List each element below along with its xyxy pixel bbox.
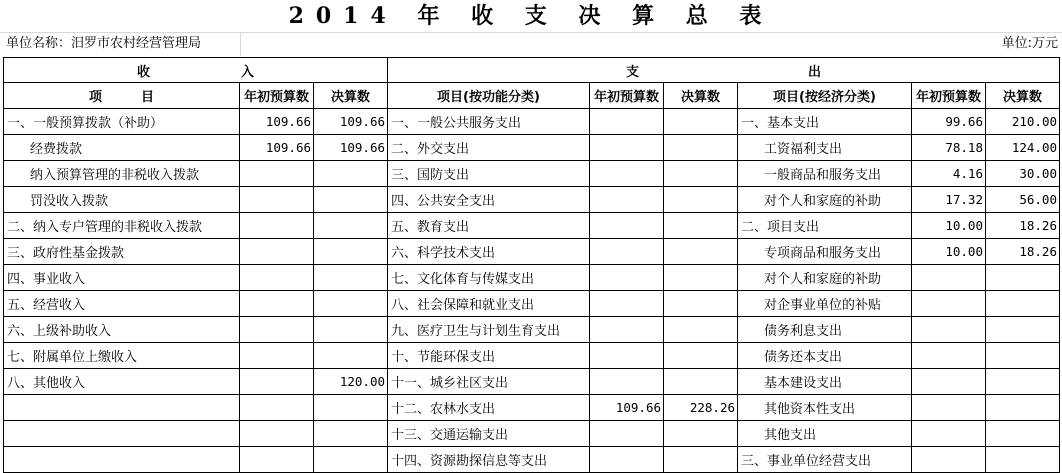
section-row	[4, 58, 1060, 83]
econ-final-cell	[986, 265, 1060, 291]
func-budget-cell	[590, 291, 664, 317]
econ-budget-cell: 17.32	[912, 187, 986, 213]
econ-final-cell	[986, 395, 1060, 421]
func-item-cell: 五、教育支出	[388, 213, 590, 239]
econ-item-cell: 对个人和家庭的补助	[738, 187, 912, 213]
econ-final-cell: 18.26	[986, 213, 1060, 239]
income-item-cell	[4, 421, 240, 447]
col-header-final: 决算数	[314, 83, 388, 109]
table-row	[4, 291, 1060, 317]
income-item-cell: 四、事业收入	[4, 265, 240, 291]
income-budget-cell	[240, 343, 314, 369]
table-row	[4, 395, 1060, 421]
table-row	[4, 239, 1060, 265]
func-budget-cell	[590, 213, 664, 239]
econ-final-cell	[986, 343, 1060, 369]
table-row	[4, 343, 1060, 369]
func-item-cell: 一、一般公共服务支出	[388, 109, 590, 135]
table-row	[4, 317, 1060, 343]
income-budget-cell: 109.66	[240, 109, 314, 135]
income-final-cell: 109.66	[314, 135, 388, 161]
col-header-item: 项 目	[4, 83, 240, 109]
income-item-cell: 二、纳入专户管理的非税收入拨款	[4, 213, 240, 239]
income-final-cell: 120.00	[314, 369, 388, 395]
income-final-cell	[314, 421, 388, 447]
econ-final-cell: 56.00	[986, 187, 1060, 213]
table-row	[4, 421, 1060, 447]
func-item-cell: 十、节能环保支出	[388, 343, 590, 369]
income-budget-cell	[240, 317, 314, 343]
unit-name-label: 单位名称：汨罗市农村经营管理局	[6, 36, 202, 51]
income-final-cell	[314, 395, 388, 421]
econ-item-cell: 一、基本支出	[738, 109, 912, 135]
unit-label: 单位:万元	[1001, 36, 1058, 51]
func-final-cell	[664, 317, 738, 343]
econ-budget-cell	[912, 343, 986, 369]
econ-budget-cell: 4.16	[912, 161, 986, 187]
income-item-cell: 八、其他收入	[4, 369, 240, 395]
col-header-func-item: 项目(按功能分类)	[388, 83, 590, 109]
table-row	[4, 265, 1060, 291]
econ-item-cell: 其他资本性支出	[738, 395, 912, 421]
econ-item-cell: 对企事业单位的补贴	[738, 291, 912, 317]
econ-item-cell: 工资福利支出	[738, 135, 912, 161]
econ-final-cell: 30.00	[986, 161, 1060, 187]
income-final-cell	[314, 213, 388, 239]
econ-final-cell	[986, 421, 1060, 447]
income-item-cell: 罚没收入拨款	[4, 187, 240, 213]
gridline	[240, 32, 241, 56]
income-final-cell	[314, 317, 388, 343]
table-row	[4, 109, 1060, 135]
econ-budget-cell: 10.00	[912, 239, 986, 265]
income-final-cell	[314, 161, 388, 187]
econ-budget-cell	[912, 291, 986, 317]
income-final-cell	[314, 265, 388, 291]
table-body	[4, 58, 1060, 473]
econ-item-cell: 一般商品和服务支出	[738, 161, 912, 187]
income-budget-cell	[240, 187, 314, 213]
func-item-cell: 十四、资源勘探信息等支出	[388, 447, 590, 473]
econ-item-cell: 三、事业单位经营支出	[738, 447, 912, 473]
table-row	[4, 369, 1060, 395]
func-final-cell	[664, 421, 738, 447]
income-final-cell	[314, 291, 388, 317]
budget-table	[3, 57, 1060, 473]
func-budget-cell	[590, 265, 664, 291]
econ-final-cell	[986, 369, 1060, 395]
econ-final-cell: 124.00	[986, 135, 1060, 161]
func-final-cell	[664, 135, 738, 161]
func-final-cell	[664, 265, 738, 291]
func-budget-cell	[590, 161, 664, 187]
table-row	[4, 187, 1060, 213]
econ-budget-cell: 10.00	[912, 213, 986, 239]
econ-final-cell: 18.26	[986, 239, 1060, 265]
econ-budget-cell	[912, 265, 986, 291]
income-budget-cell	[240, 421, 314, 447]
income-budget-cell	[240, 265, 314, 291]
col-header-econ-final: 决算数	[986, 83, 1060, 109]
func-budget-cell	[590, 109, 664, 135]
income-section-header: 收 入	[4, 58, 388, 83]
econ-final-cell: 210.00	[986, 109, 1060, 135]
func-item-cell: 六、科学技术支出	[388, 239, 590, 265]
func-budget-cell	[590, 135, 664, 161]
income-budget-cell	[240, 161, 314, 187]
func-item-cell: 九、医疗卫生与计划生育支出	[388, 317, 590, 343]
income-item-cell: 一、一般预算拨款（补助）	[4, 109, 240, 135]
func-final-cell	[664, 291, 738, 317]
func-item-cell: 三、国防支出	[388, 161, 590, 187]
func-budget-cell	[590, 421, 664, 447]
func-item-cell: 十二、农林水支出	[388, 395, 590, 421]
expenditure-section-header: 支 出	[388, 58, 1060, 83]
func-budget-cell: 109.66	[590, 395, 664, 421]
func-final-cell: 228.26	[664, 395, 738, 421]
page-title: 2014 年 收 支 决 算 总 表	[288, 3, 774, 29]
func-budget-cell	[590, 343, 664, 369]
func-item-cell: 十三、交通运输支出	[388, 421, 590, 447]
econ-budget-cell	[912, 369, 986, 395]
func-budget-cell	[590, 187, 664, 213]
econ-item-cell: 专项商品和服务支出	[738, 239, 912, 265]
econ-budget-cell	[912, 317, 986, 343]
econ-item-cell: 债务利息支出	[738, 317, 912, 343]
econ-final-cell	[986, 317, 1060, 343]
table-row	[4, 135, 1060, 161]
income-item-cell: 七、附属单位上缴收入	[4, 343, 240, 369]
income-item-cell	[4, 395, 240, 421]
header-row	[4, 83, 1060, 109]
func-final-cell	[664, 187, 738, 213]
func-item-cell: 四、公共安全支出	[388, 187, 590, 213]
econ-item-cell: 其他支出	[738, 421, 912, 447]
func-final-cell	[664, 369, 738, 395]
econ-budget-cell: 78.18	[912, 135, 986, 161]
func-budget-cell	[590, 317, 664, 343]
income-item-cell: 纳入预算管理的非税收入拨款	[4, 161, 240, 187]
econ-item-cell: 基本建设支出	[738, 369, 912, 395]
econ-budget-cell	[912, 421, 986, 447]
func-budget-cell	[590, 239, 664, 265]
func-final-cell	[664, 213, 738, 239]
econ-final-cell	[986, 291, 1060, 317]
econ-budget-cell	[912, 395, 986, 421]
income-final-cell	[314, 187, 388, 213]
table-row	[4, 161, 1060, 187]
income-budget-cell	[240, 395, 314, 421]
col-header-econ-item: 项目(按经济分类)	[738, 83, 912, 109]
func-final-cell	[664, 109, 738, 135]
econ-item-cell: 对个人和家庭的补助	[738, 265, 912, 291]
econ-item-cell: 债务还本支出	[738, 343, 912, 369]
income-item-cell: 经费拨款	[4, 135, 240, 161]
income-budget-cell	[240, 239, 314, 265]
col-header-func-final: 决算数	[664, 83, 738, 109]
func-final-cell	[664, 161, 738, 187]
func-item-cell: 十一、城乡社区支出	[388, 369, 590, 395]
income-budget-cell	[240, 291, 314, 317]
col-header-budget: 年初预算数	[240, 83, 314, 109]
func-item-cell: 八、社会保障和就业支出	[388, 291, 590, 317]
income-budget-cell: 109.66	[240, 135, 314, 161]
econ-budget-cell: 99.66	[912, 109, 986, 135]
func-item-cell: 二、外交支出	[388, 135, 590, 161]
func-item-cell: 七、文化体育与传媒支出	[388, 265, 590, 291]
col-header-econ-budget: 年初预算数	[912, 83, 986, 109]
income-budget-cell	[240, 213, 314, 239]
econ-item-cell: 二、项目支出	[738, 213, 912, 239]
income-item-cell: 五、经营收入	[4, 291, 240, 317]
income-final-cell: 109.66	[314, 109, 388, 135]
table-row	[4, 213, 1060, 239]
income-budget-cell	[240, 369, 314, 395]
income-final-cell	[314, 239, 388, 265]
func-final-cell	[664, 239, 738, 265]
income-item-cell: 三、政府性基金拨款	[4, 239, 240, 265]
func-final-cell	[664, 343, 738, 369]
income-item-cell: 六、上级补助收入	[4, 317, 240, 343]
col-header-func-budget: 年初预算数	[590, 83, 664, 109]
income-final-cell	[314, 343, 388, 369]
func-budget-cell	[590, 369, 664, 395]
